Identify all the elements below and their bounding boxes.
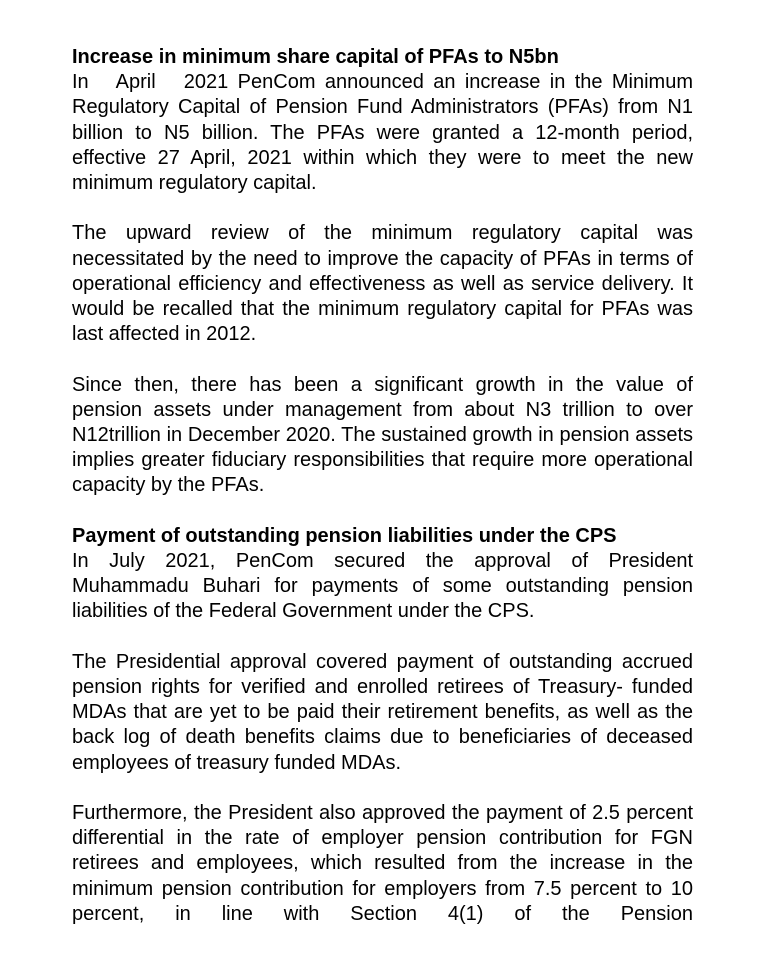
paragraph: Since then, there has been a significant growth in the value of pension assets under management from about N3 trillion to over N12trillion in December 2020. The sustained growth in pension assets implies greater fiduciary responsibilities that require more operational capacity by the PFAs. <box>72 373 693 497</box>
section-heading: Payment of outstanding pension liabilities under the CPS <box>72 524 617 547</box>
document-page <box>72 45 699 952</box>
paragraph: In July 2021, PenCom secured the approval of President Muhammadu Buhari for payments of some outstanding pension liabilities of the Federal Government under the CPS. <box>72 550 693 623</box>
section-heading: Increase in minimum share capital of PFAs to N5bn <box>72 46 559 68</box>
paragraph: The Presidential approval covered payment of outstanding accrued pension rights for verified and enrolled retirees of Treasury- funded MDAs that are yet to be paid their retirement benefits, as well as the back log of death benefits claims due to beneficiaries of deceased employees of treasury funded MDAs. <box>72 650 693 774</box>
section-pfa-capital <box>72 45 699 499</box>
paragraph: In April 2021 PenCom announced an increase in the Minimum Regulatory Capital of Pension Fund Administrators (PFAs) from N1 billion to N5 billion. The PFAs were granted a 12-month period, effective 27 April, 2021 within which they were to meet the new minimum regulatory capital. <box>72 71 699 195</box>
section-pension-liabilities <box>72 524 693 927</box>
paragraph: Furthermore, the President also approved the payment of 2.5 percent differential in the rate of employer pension contribution for FGN retirees and employees, which resulted from the increase in the minimum pension contribution for employers from 7.5 percent to 10 percent, in line with Section 4(1) of the Pension <box>72 802 693 925</box>
paragraph: The upward review of the minimum regulatory capital was necessitated by the need to improve the capacity of PFAs in terms of operational efficiency and effectiveness as well as service delivery. It would be recalled that the minimum regulatory capital for PFAs was last affected in 2012. <box>72 222 693 346</box>
